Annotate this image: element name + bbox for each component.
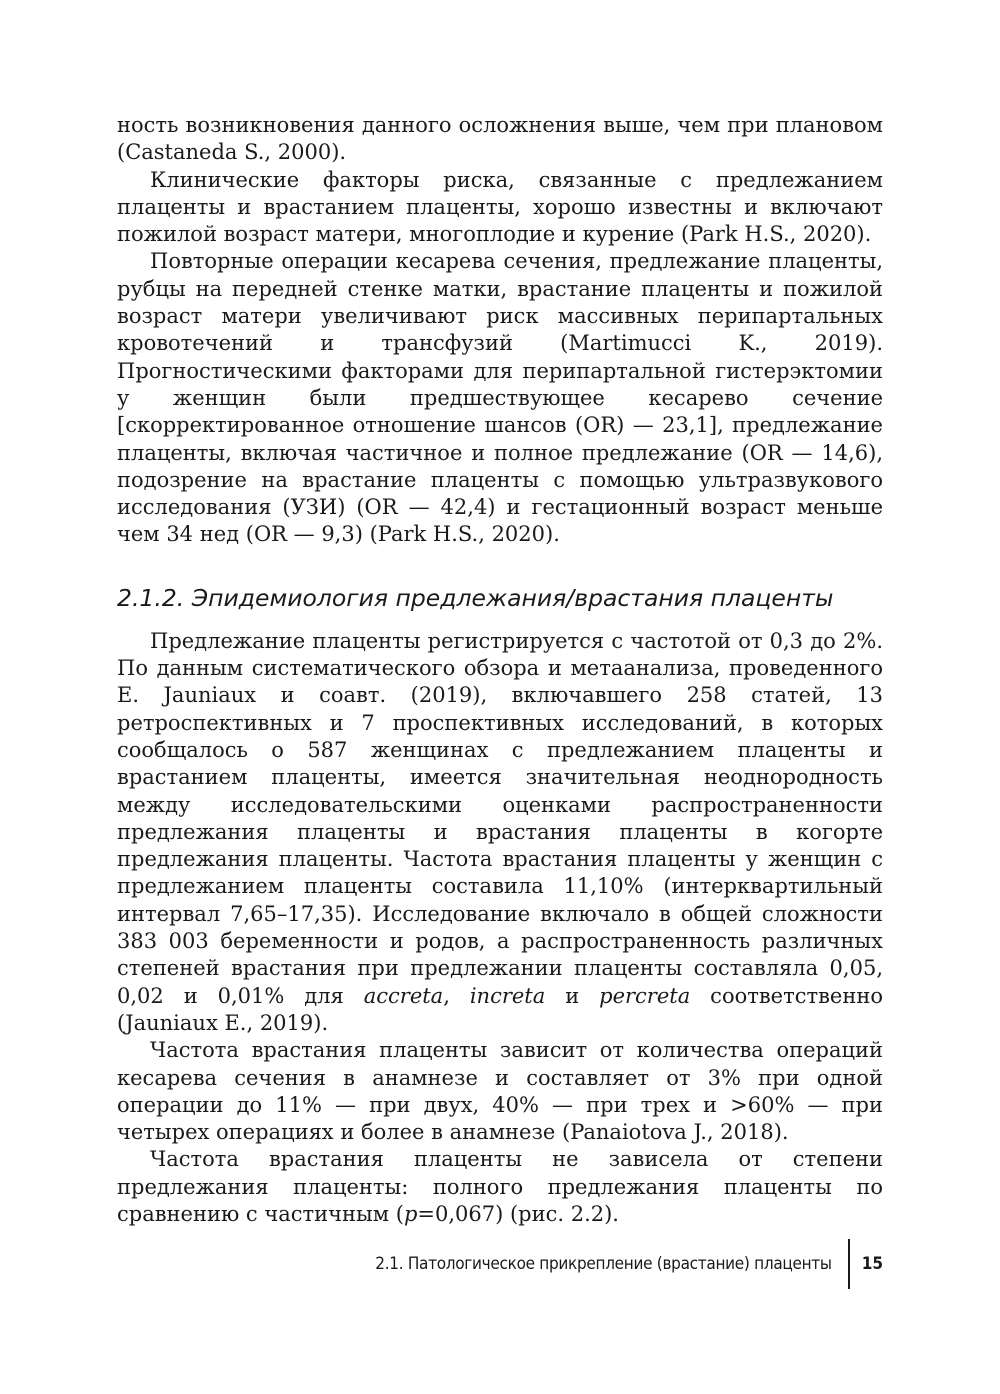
paragraph-previa-degree [117, 1146, 883, 1228]
paragraph-epidemiology-text-2: соответственно (Jauniaux E., 2019). [117, 983, 883, 1035]
paragraph-epidemiology-text-1: Предлежание плаценты регистрируется с частотой от 0,3 до 2%. По данным систематического обзора и метаанализа, проведенного E. Jauniaux и соавт. (2019), включавшего 258 статей, 13 ретроспективных и 7 проспективных исследований, в которых сообщалось о 587 женщинах с предлежанием плаценты и врастанием плаценты, имеется значительная неоднородность между исследовательскими оценками распространенности предлежания плаценты и врастания плаценты в когорте предлежания плаценты. Частота врастания плаценты у женщин с предлежанием плаценты составила 11,10% (интерквартильный интервал 7,65–17,35). Исследование включало в общей сложности 383 003 беременности и родов, а распространенность различных степеней врастания при предлежании плаценты составляла 0,05, 0,02 и 0,01% для [117, 628, 883, 1008]
section-heading: 2.1.2. Эпидемиология предлежания/врастания плаценты [117, 583, 834, 612]
separator-1: , [443, 983, 470, 1008]
term-accreta: accreta [363, 983, 444, 1008]
paragraph-continuation: ность возникновения данного осложнения выше, чем при плановом (Castaneda S., 2000). [117, 113, 883, 165]
term-percreta: percreta [599, 983, 691, 1008]
page-footer [375, 1239, 883, 1289]
paragraph-cesarean-frequency: Частота врастания плаценты зависит от количества операций кесарева сечения в анамнезе и составляет от 3% при одной операции до 11% — при двух, 40% — при трех и >60% — при четырех операциях и более в анамнезе (Panaiotova J., 2018). [117, 1038, 883, 1145]
separator-2: и [545, 983, 600, 1008]
page-number: 15 [861, 1254, 883, 1274]
running-head: 2.1. Патологическое прикрепление (врастание) плаценты [375, 1254, 832, 1274]
page-body [117, 112, 883, 1228]
paragraph-previa-text-2: =0,067) (рис. 2.2). [417, 1201, 619, 1226]
paragraph-risk-factors: Клинические факторы риска, связанные с предлежанием плаценты и врастанием плаценты, хорошо известны и включают пожилой возраст матери, многоплодие и курение (Park H.S., 2020). [117, 167, 883, 247]
p-value-variable: p [403, 1201, 418, 1226]
paragraph-prognostic-factors: Повторные операции кесарева сечения, предлежание плаценты, рубцы на передней стенке матки, врастание плаценты и пожилой возраст матери увеличивают риск массивных перипартальных кровотечений и трансфузий (Martimucci K., 2019). Прогностическими факторами для перипартальной гистерэктомии у женщин были предшествующее кесарево сечение [скорректированное отношение шансов (OR) — 23,1], предлежание плаценты, включая частичное и полное предлежание (OR — 14,6), подозрение на врастание плаценты с помощью ультразвукового исследования (УЗИ) (OR — 42,4) и гестационный возраст меньше чем 34 нед (OR — 9,3) (Park H.S., 2020). [117, 249, 883, 547]
footer-divider [848, 1239, 850, 1289]
paragraph-epidemiology [117, 628, 883, 1037]
term-increta: increta [469, 983, 546, 1008]
paragraph-previa-text-1: Частота врастания плаценты не зависела от степени предлежания плаценты: полного предлежания плаценты по сравнению с частичным ( [117, 1147, 883, 1226]
